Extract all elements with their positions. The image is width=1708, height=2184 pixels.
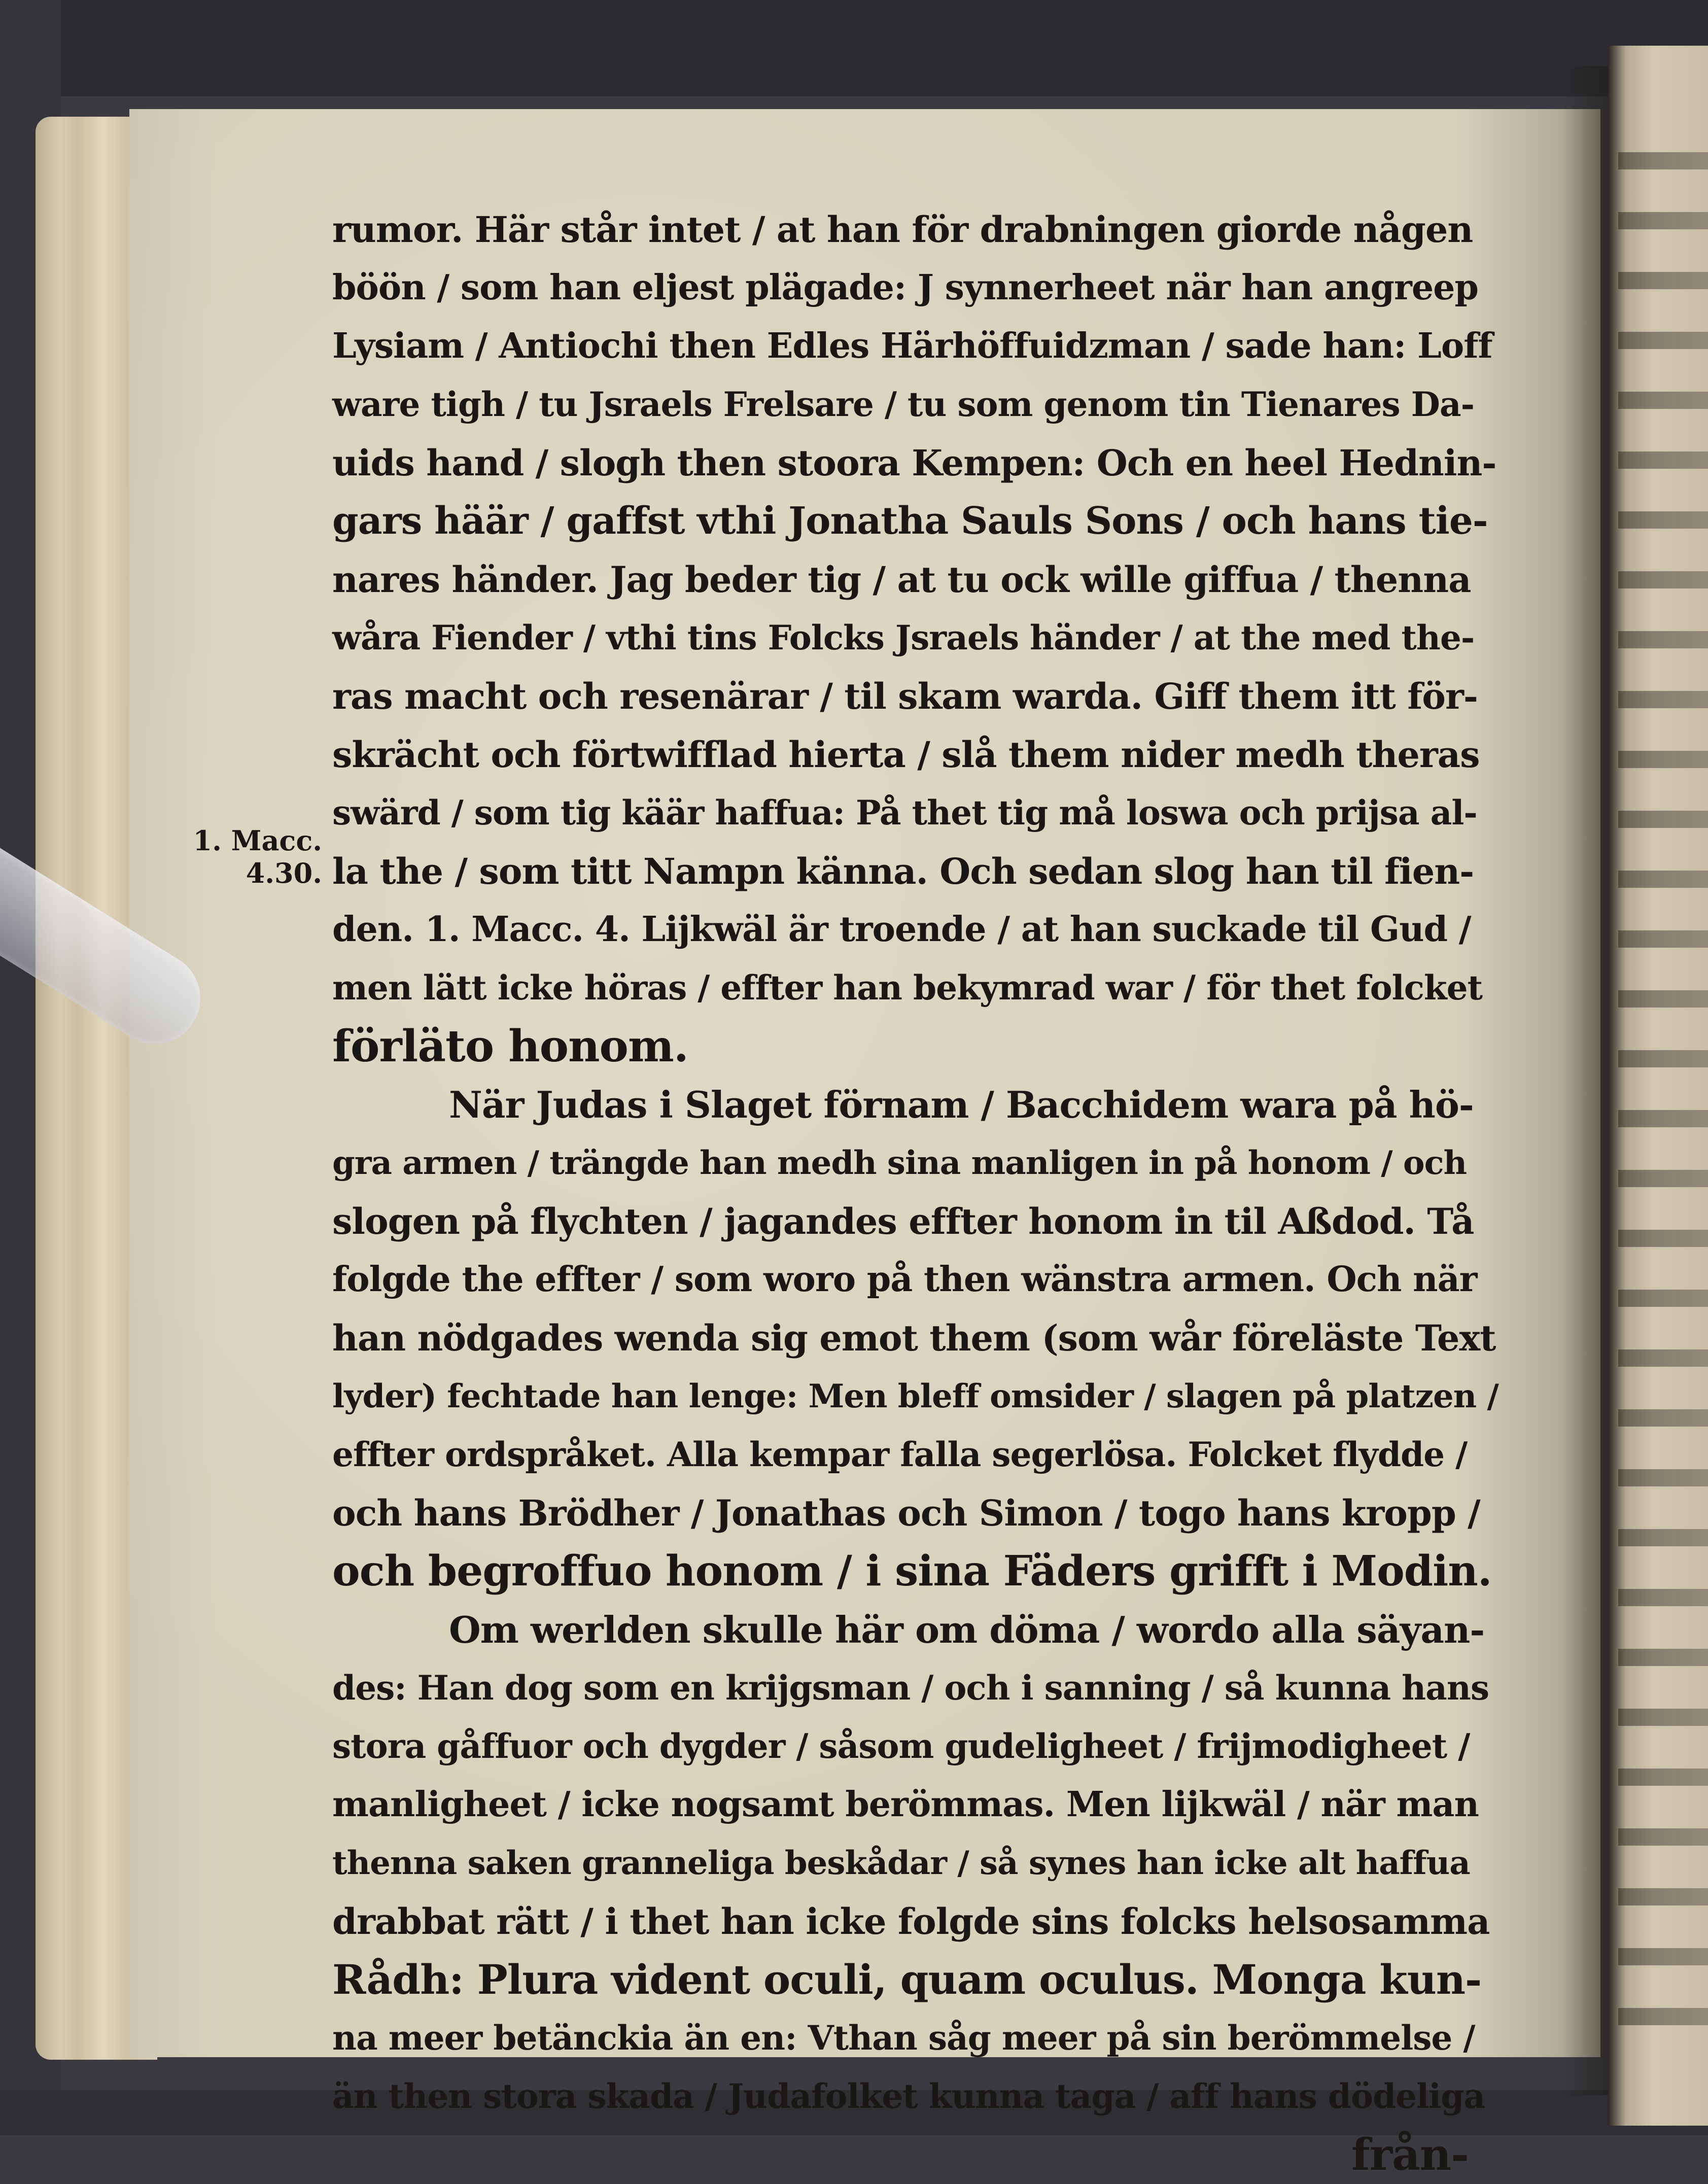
text-line: än then stora skada / Judafolket kunna taga / aff hans dödeliga: [332, 2076, 1485, 2116]
text-line: den. 1. Macc. 4. Lijkwäl är troende / at han suckade til Gud /: [332, 909, 1471, 950]
text-line: gars häär / gaffst vthi Jonatha Sauls Sons / och hans tie-: [332, 499, 1488, 543]
text-line: rumor. Här står intet / at han för drabningen giorde någen: [332, 209, 1473, 251]
margin-note-line: 4.30.: [246, 857, 322, 889]
text-line: uids hand / slogh then stoora Kempen: Och en heel Hednin-: [332, 442, 1496, 484]
text-line: folgde the effter / som woro på then wänstra armen. Och när: [332, 1259, 1477, 1300]
text-line: förläto honom.: [332, 1021, 688, 1072]
text-line: ware tigh / tu Jsraels Frelsare / tu som genom tin Tienares Da-: [332, 385, 1475, 424]
text-line: drabbat rätt / i thet han icke folgde sins folcks helsosamma: [332, 1900, 1490, 1943]
text-line: nares händer. Jag beder tig / at tu ock wille giffua / thenna: [332, 559, 1471, 601]
margin-note-line: 1. Macc.: [193, 824, 322, 857]
text-line: han nödgades wenda sig emot them (som wår föreläste Text: [332, 1317, 1496, 1359]
text-line: När Judas i Slaget förnam / Bacchidem wara på hö-: [449, 1083, 1474, 1126]
facing-page-text: [1618, 152, 1708, 2029]
text-line: ras macht och resenärar / til skam warda. Giff them itt för-: [332, 675, 1478, 717]
text-line: swärd / som tig käär haffua: På thet tig må loswa och prijsa al-: [332, 793, 1477, 833]
text-line: från-: [1351, 2129, 1469, 2180]
text-line: och begroffuo honom / i sina Fäders grifft i Modin.: [332, 1547, 1492, 1596]
text-line: manligheet / icke nogsamt berömmas. Men lijkwäl / när man: [332, 1784, 1479, 1825]
scanner-background-top: [0, 0, 1708, 96]
text-line: la the / som titt Nampn känna. Och sedan slog han til fien-: [332, 850, 1474, 892]
text-line: slogen på flychten / jagandes effter honom in til Aßdod. Tå: [332, 1200, 1474, 1242]
text-line: effter ordspråket. Alla kempar falla segerlösa. Folcket flydde /: [332, 1435, 1468, 1474]
text-line: Om werlden skulle här om döma / wordo alla säyan-: [449, 1608, 1485, 1651]
text-line: men lätt icke höras / effter han bekymrad war / för thet folcket: [332, 968, 1483, 1008]
text-line: thenna saken granneliga beskådar / så synes han icke alt haffua: [332, 1844, 1470, 1882]
text-line: stora gåffuor och dygder / såsom gudeligheet / frijmodigheet /: [332, 1726, 1470, 1766]
text-line: och hans Brödher / Jonathas och Simon / togo hans kropp /: [332, 1492, 1480, 1534]
text-line: wåra Fiender / vthi tins Folcks Jsraels händer / at the med the-: [332, 618, 1475, 657]
margin-note: [190, 824, 322, 889]
text-line: Rådh: Plura vident oculi, quam oculus. Monga kun-: [332, 1956, 1482, 2003]
body-text: [332, 200, 1499, 2184]
text-line: böön / som han eljest plägade: J synnerheet när han angreep: [332, 267, 1478, 308]
text-line: lyder) fechtade han lenge: Men bleff omsider / slagen på platzen /: [332, 1377, 1498, 1415]
text-line: gra armen / trängde han medh sina manligen in på honom / och: [332, 1144, 1467, 1182]
text-line: na meer betänckia än en: Vthan såg meer på sin berömmelse /: [332, 2018, 1475, 2058]
text-line: Lysiam / Antiochi then Edles Härhöffuidzman / sade han: Loff: [332, 326, 1492, 366]
text-line: skrächt och förtwifflad hierta / slå them nider medh theras: [332, 734, 1480, 776]
text-line: des: Han dog som en krijgsman / och i sanning / så kunna hans: [332, 1668, 1489, 1708]
